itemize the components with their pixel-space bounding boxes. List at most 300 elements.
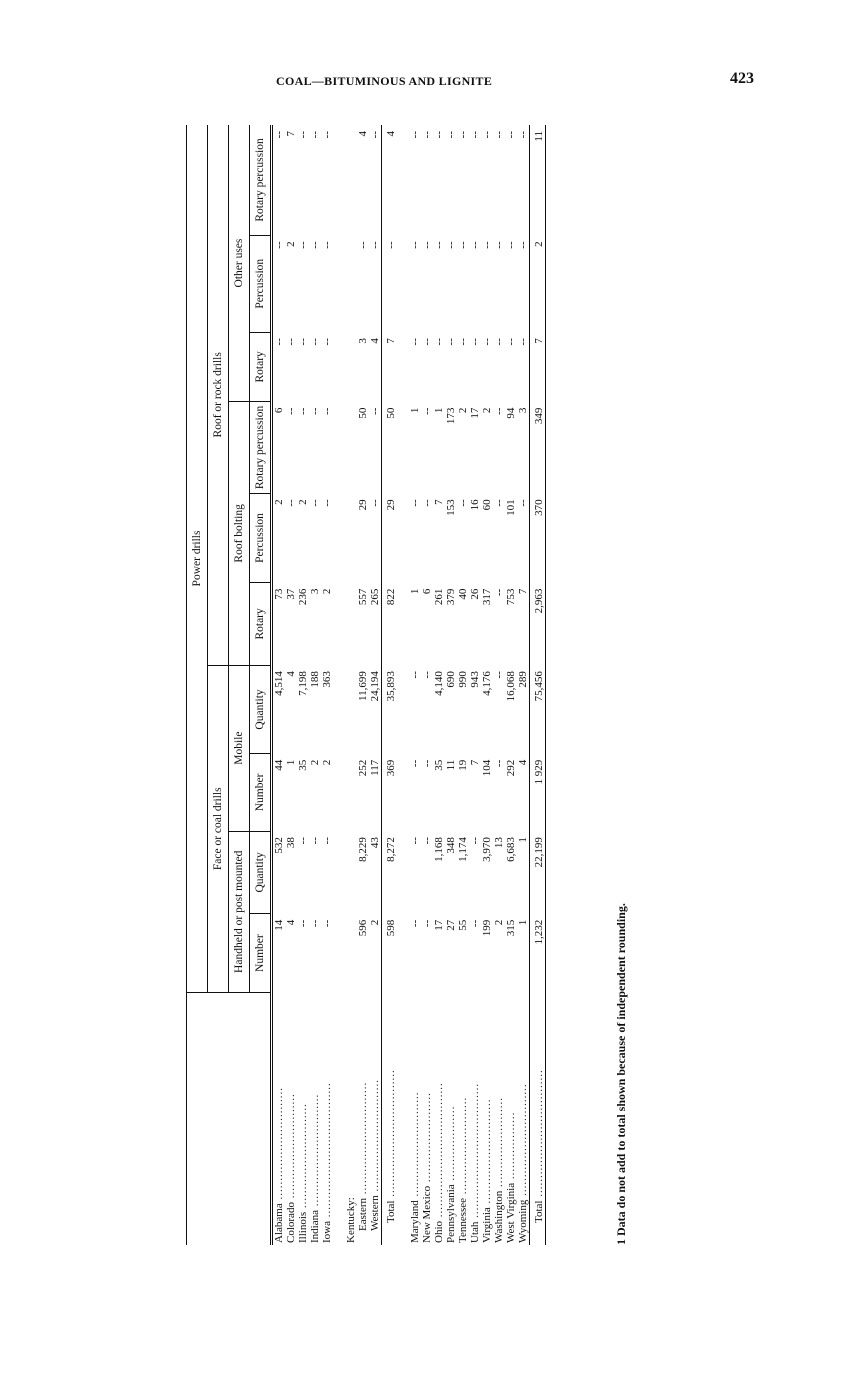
table-cell: -- xyxy=(493,131,505,139)
table-cell: 370 xyxy=(530,493,546,582)
table-cell: 1,174 xyxy=(457,837,469,862)
table-cell: 2 xyxy=(285,241,297,247)
table-cell: 1 xyxy=(517,837,529,843)
col-head-handheld-quantity: Quantity xyxy=(250,831,272,914)
table-cell: 532 xyxy=(272,831,286,914)
page-number: 423 xyxy=(730,70,754,87)
head-handheld-or-post-mounted: Handheld or post mounted xyxy=(229,831,250,992)
row-label-text: Washington xyxy=(493,1190,505,1243)
head-roof-or-rock-drills: Roof or rock drills xyxy=(208,125,229,665)
leader-dots: ............................ xyxy=(285,1093,297,1203)
table-cell: -- xyxy=(272,332,286,401)
table-row xyxy=(481,125,493,1245)
table-cell: 7,198 xyxy=(297,671,309,696)
table-cell: 2 xyxy=(530,235,546,332)
table-cell: -- xyxy=(409,131,421,139)
row-label xyxy=(321,992,333,1245)
leader-dots: .................................... xyxy=(433,1082,445,1221)
row-label xyxy=(505,992,517,1245)
row-label xyxy=(382,992,398,1245)
table-cell: 236 xyxy=(297,588,309,606)
table-cell: 4 xyxy=(357,131,369,137)
table-cell: 7 xyxy=(433,499,445,505)
table-row xyxy=(421,125,433,1245)
power-drills-table xyxy=(186,125,546,1245)
row-label-text: Iowa xyxy=(321,1221,333,1243)
table-cell: 73 xyxy=(272,583,286,665)
table-row xyxy=(433,125,445,1245)
table-cell: 22,199 xyxy=(530,831,546,914)
head-power-drills: Power drills xyxy=(187,125,208,992)
table-cell: 43 xyxy=(369,837,381,849)
table-cell: 4 xyxy=(285,919,297,926)
table-cell: -- xyxy=(457,338,469,346)
table-cell: 4,176 xyxy=(481,671,493,696)
leader-dots: .............................. xyxy=(517,1083,529,1200)
table-cell: -- xyxy=(457,241,469,249)
table-cell: -- xyxy=(382,235,398,332)
row-label-text: Colorado xyxy=(285,1202,297,1243)
table-cell: 6,683 xyxy=(505,837,517,862)
table-cell: 27 xyxy=(445,919,457,931)
table-cell: -- xyxy=(409,241,421,249)
row-label xyxy=(297,992,309,1245)
head-roof-bolting: Roof bolting xyxy=(229,402,250,666)
col-head-bolting-percussion: Percussion xyxy=(250,493,272,582)
table-cell: -- xyxy=(421,499,433,507)
table-cell: 2 xyxy=(481,407,493,414)
table-cell: -- xyxy=(321,919,333,928)
table-cell: 6 xyxy=(421,588,433,595)
table-cell: -- xyxy=(421,671,433,679)
row-label-text: Wyoming xyxy=(517,1199,529,1243)
table-cell: -- xyxy=(309,131,321,139)
table-cell: 4 xyxy=(382,125,398,235)
table-cell: 252 xyxy=(357,759,369,777)
leader-dots: .................................... xyxy=(321,1082,333,1221)
table-cell: 349 xyxy=(530,402,546,494)
table-cell: -- xyxy=(409,338,421,346)
table-cell: 3 xyxy=(309,588,321,595)
table-cell: 3 xyxy=(357,338,369,344)
table-row xyxy=(530,125,546,1245)
leader-dots: .............................. xyxy=(357,1081,369,1199)
table-cell: -- xyxy=(517,499,529,507)
row-label xyxy=(369,992,382,1245)
table-cell: -- xyxy=(369,407,381,415)
stub-head xyxy=(187,992,272,1245)
table-cell: 1 929 xyxy=(530,754,546,831)
row-label xyxy=(517,992,530,1245)
table-cell: -- xyxy=(297,919,309,928)
table-cell: 292 xyxy=(505,759,517,777)
leader-dots: .................. xyxy=(505,1111,517,1183)
table-cell: -- xyxy=(369,131,381,139)
leader-dots: ............................ xyxy=(409,1091,421,1201)
table-cell: -- xyxy=(481,131,493,139)
table-cell: 2 xyxy=(297,499,309,505)
table-cell: 14 xyxy=(272,914,286,993)
leader-dots: .............................. xyxy=(309,1093,321,1211)
table-cell: 2 xyxy=(321,588,333,595)
table-cell: -- xyxy=(481,338,493,346)
table-cell: -- xyxy=(433,241,445,249)
table-cell: 4 xyxy=(285,671,297,677)
table-cell: -- xyxy=(421,131,433,139)
table-cell: -- xyxy=(409,919,421,928)
table-cell: -- xyxy=(409,837,421,845)
row-label xyxy=(530,992,546,1245)
row-label xyxy=(345,992,357,1245)
table-cell: 596 xyxy=(357,919,369,937)
table-cell: -- xyxy=(297,241,309,249)
table-cell: -- xyxy=(469,837,481,845)
table-cell: -- xyxy=(469,131,481,139)
col-head-mobile-number: Number xyxy=(250,754,272,831)
table-cell: 4,140 xyxy=(433,671,445,696)
table-cell: 3 xyxy=(517,407,529,414)
table-cell xyxy=(345,332,357,401)
table-head xyxy=(187,125,272,1245)
table-row xyxy=(309,125,321,1245)
table-cell: -- xyxy=(309,241,321,249)
table-cell: 29 xyxy=(382,493,398,582)
table-cell: 7 xyxy=(530,332,546,401)
table-cell: 35 xyxy=(433,759,445,771)
table-row xyxy=(505,125,517,1245)
table-cell: 7 xyxy=(517,588,529,595)
table-cell: -- xyxy=(309,407,321,415)
table-cell: -- xyxy=(421,837,433,845)
table-cell: 3,970 xyxy=(481,837,493,862)
table-cell: 11,699 xyxy=(357,671,369,701)
table-cell: -- xyxy=(421,759,433,768)
leader-dots: ............................ xyxy=(297,1103,309,1212)
col-head-other-rotary: Rotary xyxy=(250,332,272,401)
row-label xyxy=(433,992,445,1245)
row-label-text: Indiana xyxy=(309,1210,321,1243)
table-cell xyxy=(345,125,357,235)
table-cell: 38 xyxy=(285,837,297,849)
row-label-text: Eastern xyxy=(357,1198,369,1231)
row-label xyxy=(285,992,297,1245)
table-cell: -- xyxy=(409,671,421,679)
row-label xyxy=(421,992,433,1245)
table-cell: 35,893 xyxy=(382,665,398,754)
table-cell: 7 xyxy=(382,332,398,401)
rotated-table-block xyxy=(186,125,628,1245)
table-body xyxy=(272,125,546,1245)
table-cell: 35 xyxy=(297,759,309,771)
table-cell: -- xyxy=(517,131,529,139)
leader-dots: ........................ xyxy=(421,1092,433,1186)
table-cell: -- xyxy=(309,837,321,845)
table-cell: 1 xyxy=(409,407,421,414)
table-row xyxy=(469,125,481,1245)
row-label-text: Western xyxy=(369,1195,381,1231)
table-cell: -- xyxy=(505,338,517,346)
col-head-mobile-quantity: Quantity xyxy=(250,665,272,754)
table-cell: -- xyxy=(297,338,309,346)
row-label-text: Pennsylvania xyxy=(445,1184,457,1243)
table-cell: -- xyxy=(297,131,309,139)
table-cell: -- xyxy=(297,407,309,415)
table-cell: 75,456 xyxy=(530,665,546,754)
leader-dots: .................................... xyxy=(469,1082,481,1222)
table-cell: 8,272 xyxy=(382,831,398,914)
table-row xyxy=(297,125,309,1245)
table-cell: 822 xyxy=(382,583,398,665)
row-label xyxy=(272,992,286,1245)
table-cell: -- xyxy=(321,407,333,415)
leader-dots: .......................... xyxy=(457,1096,469,1198)
table-row xyxy=(285,125,297,1245)
row-label-text: Total xyxy=(385,1200,397,1223)
table-cell: 7 xyxy=(469,759,481,766)
table-cell: -- xyxy=(321,131,333,139)
row-label-text: West Virginia xyxy=(505,1182,517,1243)
table-cell: 1 xyxy=(517,919,529,926)
table-cell: -- xyxy=(469,919,481,928)
table-cell: -- xyxy=(445,338,457,346)
table-cell: -- xyxy=(309,919,321,928)
leader-dots: .................................. xyxy=(385,1069,397,1201)
table-cell: 16,068 xyxy=(505,671,517,702)
row-label xyxy=(469,992,481,1245)
table-row xyxy=(357,125,369,1245)
table-cell: 60 xyxy=(481,499,493,511)
table-row xyxy=(321,125,333,1245)
table-cell: 2 xyxy=(272,493,286,582)
table-cell: 173 xyxy=(445,407,457,425)
leader-dots: .............................. xyxy=(273,1087,285,1204)
table-cell: -- xyxy=(469,338,481,346)
col-head-handheld-number: Number xyxy=(250,914,272,993)
table-cell: -- xyxy=(481,241,493,249)
table-cell: 11 xyxy=(445,759,457,771)
row-label-text: Utah xyxy=(469,1221,481,1243)
row-label-text: Ohio xyxy=(433,1221,445,1243)
table-cell: 261 xyxy=(433,588,445,606)
table-cell: 50 xyxy=(357,407,369,419)
col-head-bolting-rotary: Rotary xyxy=(250,583,272,665)
table-cell: -- xyxy=(517,241,529,249)
table-cell: 4 xyxy=(517,759,529,766)
head-other-uses: Other uses xyxy=(229,125,250,402)
row-label-text: Maryland xyxy=(409,1200,421,1243)
table-cell: 1 xyxy=(409,588,421,595)
row-label xyxy=(409,992,421,1245)
table-cell: -- xyxy=(421,241,433,249)
table-cell: 7 xyxy=(285,131,297,137)
table-cell: 101 xyxy=(505,499,517,516)
table-cell: 690 xyxy=(445,671,457,688)
table-cell: -- xyxy=(421,919,433,928)
table-cell: -- xyxy=(421,407,433,415)
table-cell: 348 xyxy=(445,837,457,854)
col-head-bolting-rotary-percussion: Rotary percussion xyxy=(250,402,272,494)
table-cell: 16 xyxy=(469,499,481,511)
table-cell xyxy=(345,831,357,914)
row-spacer xyxy=(333,125,345,1245)
table-cell: -- xyxy=(493,407,505,415)
table-cell: 40 xyxy=(457,588,469,600)
leader-dots: ........................ xyxy=(493,1096,505,1191)
table-cell: -- xyxy=(421,338,433,346)
row-label-text: Tennessee xyxy=(457,1197,469,1243)
table-cell: 44 xyxy=(272,754,286,831)
table-cell: 265 xyxy=(369,588,381,606)
table-cell: -- xyxy=(297,837,309,845)
table-cell: 55 xyxy=(457,919,469,931)
table-cell: -- xyxy=(493,671,505,679)
table-cell: 6 xyxy=(272,402,286,494)
table-cell: 1 xyxy=(433,407,445,414)
table-cell: 315 xyxy=(505,919,517,937)
table-row xyxy=(493,125,505,1245)
table-cell: 188 xyxy=(309,671,321,688)
table-cell: -- xyxy=(285,338,297,346)
table-cell: -- xyxy=(457,131,469,139)
row-label-text: Virginia xyxy=(481,1207,493,1243)
table-cell: 13 xyxy=(493,837,505,849)
table-cell: -- xyxy=(493,759,505,768)
table-row xyxy=(345,125,357,1245)
leader-dots: .................................. xyxy=(533,1069,545,1201)
table-cell: 1,168 xyxy=(433,837,445,862)
table-cell: 598 xyxy=(382,914,398,993)
row-label xyxy=(481,992,493,1245)
head-face-or-coal-drills: Face or coal drills xyxy=(208,665,229,992)
table-cell: 557 xyxy=(357,588,369,606)
table-cell: 1 xyxy=(285,759,297,766)
leader-dots: ............................ xyxy=(481,1098,493,1208)
table-cell: -- xyxy=(369,241,381,249)
table-row xyxy=(445,125,457,1245)
table-cell: -- xyxy=(517,338,529,346)
table-cell: -- xyxy=(433,338,445,346)
table-cell: -- xyxy=(321,241,333,249)
table-cell: 153 xyxy=(445,499,457,516)
table-cell: 17 xyxy=(433,919,445,931)
table-cell xyxy=(345,754,357,831)
table-cell: -- xyxy=(493,499,505,507)
table-cell: 2,963 xyxy=(530,583,546,665)
table-cell: -- xyxy=(321,338,333,346)
table-cell: 317 xyxy=(481,588,493,606)
table-cell: 199 xyxy=(481,919,493,937)
leader-dots: .............................. xyxy=(369,1078,381,1196)
table-cell: -- xyxy=(445,241,457,249)
row-label-text: Alabama xyxy=(273,1203,285,1243)
table-cell xyxy=(345,665,357,754)
table-cell: 990 xyxy=(457,671,469,688)
row-label-text: Total xyxy=(533,1200,545,1223)
table-cell xyxy=(345,583,357,665)
table-cell: -- xyxy=(369,499,381,507)
table-cell: 37 xyxy=(285,588,297,600)
table-cell: -- xyxy=(445,131,457,139)
table-cell: 2 xyxy=(309,759,321,766)
table-cell: 753 xyxy=(505,588,517,606)
table-cell: 94 xyxy=(505,407,517,419)
table-cell: 11 xyxy=(530,125,546,235)
col-head-other-rotary-percussion: Rotary percussion xyxy=(250,125,272,235)
table-cell: -- xyxy=(285,499,297,507)
table-cell: 19 xyxy=(457,759,469,771)
row-label-text: Illinois xyxy=(297,1211,309,1243)
table-row xyxy=(382,125,398,1245)
table-cell xyxy=(345,235,357,332)
table-row xyxy=(457,125,469,1245)
table-cell: 2 xyxy=(457,407,469,414)
table-cell: -- xyxy=(493,241,505,249)
table-cell: 1,232 xyxy=(530,914,546,993)
head-mobile: Mobile xyxy=(229,665,250,831)
table-row xyxy=(272,125,286,1245)
row-label-text: Kentucky: xyxy=(345,1197,357,1243)
table-row xyxy=(517,125,530,1245)
table-cell: 50 xyxy=(382,402,398,494)
row-label xyxy=(309,992,321,1245)
table-cell xyxy=(345,493,357,582)
table-cell: 363 xyxy=(321,671,333,688)
table-row xyxy=(409,125,421,1245)
table-cell: 117 xyxy=(369,759,381,776)
table-cell xyxy=(345,402,357,494)
table-cell: -- xyxy=(505,241,517,249)
table-cell: 26 xyxy=(469,588,481,600)
footnote: 1 Data do not add to total shown because of independent rounding. xyxy=(614,903,628,1245)
table-cell: -- xyxy=(493,338,505,346)
table-row xyxy=(369,125,382,1245)
table-cell: -- xyxy=(433,131,445,139)
table-cell: -- xyxy=(272,125,286,235)
table-cell xyxy=(345,914,357,993)
table-cell: 29 xyxy=(357,499,369,511)
table-cell: 17 xyxy=(469,407,481,419)
col-head-other-percussion: Percussion xyxy=(250,235,272,332)
table-cell: 4 xyxy=(369,338,381,344)
table-cell: 943 xyxy=(469,671,481,688)
table-cell: 2 xyxy=(321,759,333,766)
table-cell: -- xyxy=(321,837,333,845)
table-cell: 4,514 xyxy=(272,665,286,754)
table-cell: -- xyxy=(409,499,421,507)
table-cell: 104 xyxy=(481,759,493,777)
table-cell: 289 xyxy=(517,671,529,688)
table-cell: -- xyxy=(469,241,481,249)
row-label xyxy=(357,992,369,1245)
table-cell: -- xyxy=(285,407,297,415)
table-cell: -- xyxy=(321,499,333,507)
row-label xyxy=(457,992,469,1245)
row-label-text: New Mexico xyxy=(421,1185,433,1243)
table-cell: 24,194 xyxy=(369,671,381,702)
table-cell: -- xyxy=(272,235,286,332)
table-cell: -- xyxy=(357,241,369,249)
table-cell: 369 xyxy=(382,754,398,831)
table-cell: -- xyxy=(457,499,469,507)
table-cell: 379 xyxy=(445,588,457,606)
table-cell: -- xyxy=(505,131,517,139)
table-cell: 2 xyxy=(493,919,505,926)
row-spacer xyxy=(397,125,409,1245)
table-cell: -- xyxy=(409,759,421,768)
table-cell: -- xyxy=(493,588,505,596)
row-label xyxy=(445,992,457,1245)
table-cell: -- xyxy=(309,338,321,346)
